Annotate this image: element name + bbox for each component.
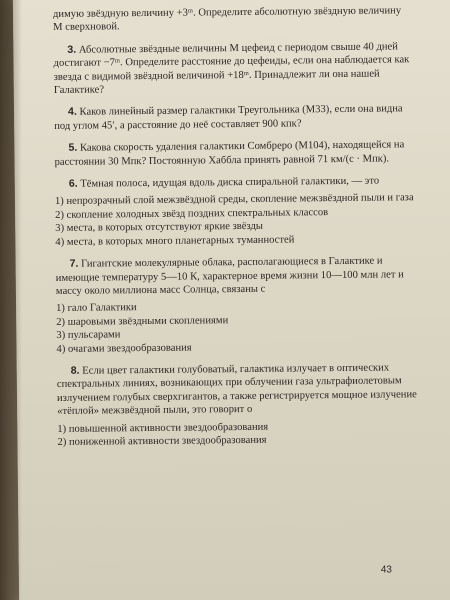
answer-option: 2) скопление холодных звёзд поздних спектральных классов: [55, 206, 329, 221]
problem-6: [55, 174, 416, 249]
problem-text: Абсолютные звёздные величины M цефеид с периодом свыше 40 дней достигают −7ᵐ. Определите расстояние до цефеиды, если она наблюдается как звезда с видимой звёздной величиной +18ᵐ. Принадлежит ли она нашей Галактике?: [53, 41, 410, 96]
problem-4: [54, 103, 414, 134]
problem-3: [53, 40, 414, 97]
problem-number: 4.: [67, 106, 77, 119]
answer-option: 4) очагами звездообразования: [56, 342, 192, 355]
problem-number: 8.: [70, 364, 80, 377]
problem-number: 3.: [67, 43, 77, 56]
problem-number: 5.: [68, 141, 78, 155]
answer-option: 3) пульсарами: [56, 329, 121, 342]
problem-text: Какова скорость удаления галактики Сомбреро (M104), находящейся на расстоянии 30 Мпк? Постоянную Хаббла принять равной 71 км/(с · Мпк).: [54, 139, 405, 168]
problem-5: [54, 138, 414, 169]
answer-option: 2) пониженной активности звездообразования: [57, 434, 267, 448]
problem-7: [56, 254, 417, 356]
answer-option: 3) места, в которых отсутствуют яркие звёзды: [55, 221, 264, 235]
problem-text: Если цвет галактики голубоватый, галактика излучает в оптических спектральных линиях, возникающих при облучении газа ультрафиолетовым излучением голубых сверхгигантов, а также регистрируется мощное излучение «тёплой» межзвёздной пыли, это говорит о: [56, 362, 417, 418]
intro-text: димую звёздную величину +3ᵐ. Определите абсолютную звёздную величину M сверхновой.: [52, 5, 402, 34]
problem-text: Гигантские молекулярные облака, располагающиеся в Галактике и имеющие температуру 5—10 К, характерное время жизни 10—100 млн лет и массу около миллиона масс Солнца, связаны с: [55, 255, 404, 297]
book-page: [13, 0, 450, 600]
answer-options: [55, 192, 416, 249]
answer-options: [57, 419, 417, 450]
problem-number: 6.: [68, 177, 78, 190]
problem-8: [57, 361, 418, 449]
answer-option: 1) повышенной активности звездообразования: [57, 421, 269, 435]
problem-text: Каков линейный размер галактики Треугольника (M33), если она видна под углом 45′, а расстояние до неё составляет 900 кпк?: [54, 103, 403, 132]
answer-options: [56, 298, 417, 355]
answer-option: 2) шаровыми звёздными скоплениями: [56, 314, 229, 328]
page-number: 43: [380, 564, 393, 576]
page-content: [53, 4, 418, 449]
answer-option: 4) места, в которых много планетарных туманностей: [55, 234, 295, 248]
answer-option: 1) непрозрачный слой межзвёздной среды, скопление межзвёздной пыли и газа: [54, 192, 414, 208]
answer-option: 1) гало Галактики: [56, 302, 137, 315]
problem-number: 7.: [69, 257, 79, 270]
problem-text: Тёмная полоса, идущая вдоль диска спиральной галактики, — это: [80, 175, 380, 190]
